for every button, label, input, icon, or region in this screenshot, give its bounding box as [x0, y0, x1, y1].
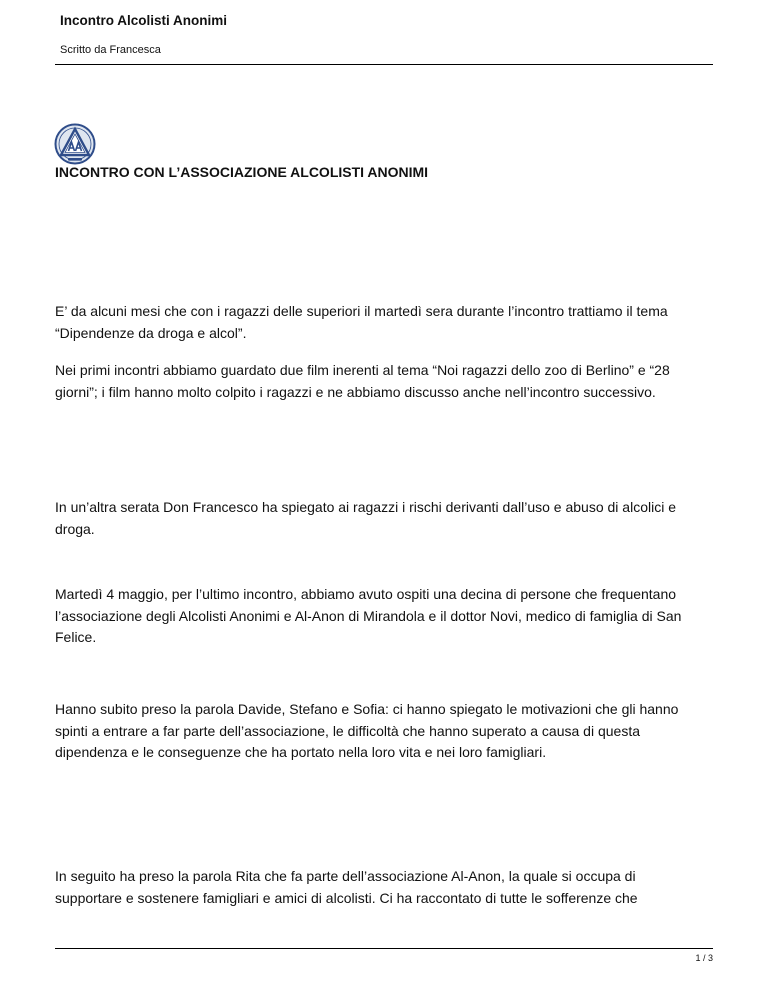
paragraph: Nei primi incontri abbiamo guardato due film inerenti al tema “Noi ragazzi dello zoo di Berlino” e “28 giorni”; i film hanno molto colpito i ragazzi e ne abbiamo discusso anche nell’incontro successivo.: [55, 362, 670, 400]
article-heading: INCONTRO CON L’ASSOCIAZIONE ALCOLISTI ANONIMI: [55, 164, 429, 180]
document-title: Incontro Alcolisti Anonimi: [60, 13, 227, 28]
paragraph: E’ da alcuni mesi che con i ragazzi delle superiori il martedì sera durante l’incontro trattiamo il tema “Dipendenze da droga e alcol”.: [55, 303, 668, 341]
paragraph: In seguito ha preso la parola Rita che fa parte dell’associazione Al-Anon, la quale si occupa di supportare e sostenere famigliari e amici di alcolisti. Ci ha raccontato di tutte le sofferenze che: [55, 868, 638, 906]
paragraph: In un’altra serata Don Francesco ha spiegato ai ragazzi i rischi derivanti dall’uso e abuso di alcolici e droga.: [55, 499, 676, 537]
paragraph: Martedì 4 maggio, per l’ultimo incontro, abbiamo avuto ospiti una decina di persone che frequentano l’associazione degli Alcolisti Anonimi e Al-Anon di Mirandola e il dottor Novi, medico di famiglia di San Felice.: [55, 586, 682, 646]
paragraph: Hanno subito preso la parola Davide, Stefano e Sofia: ci hanno spiegato le motivazioni che gli hanno spinti a entrare a far parte dell’associazione, le difficoltà che hanno superato a causa di questa dipendenza e le conseguenze che ha portato nella loro vita e nei loro famigliari.: [55, 701, 679, 761]
author-line: Scritto da Francesca: [60, 44, 161, 56]
aa-logo-icon: [54, 123, 96, 165]
footer-divider: [55, 948, 713, 949]
page-number: 1 / 3: [695, 953, 713, 963]
header-divider: [55, 64, 713, 65]
